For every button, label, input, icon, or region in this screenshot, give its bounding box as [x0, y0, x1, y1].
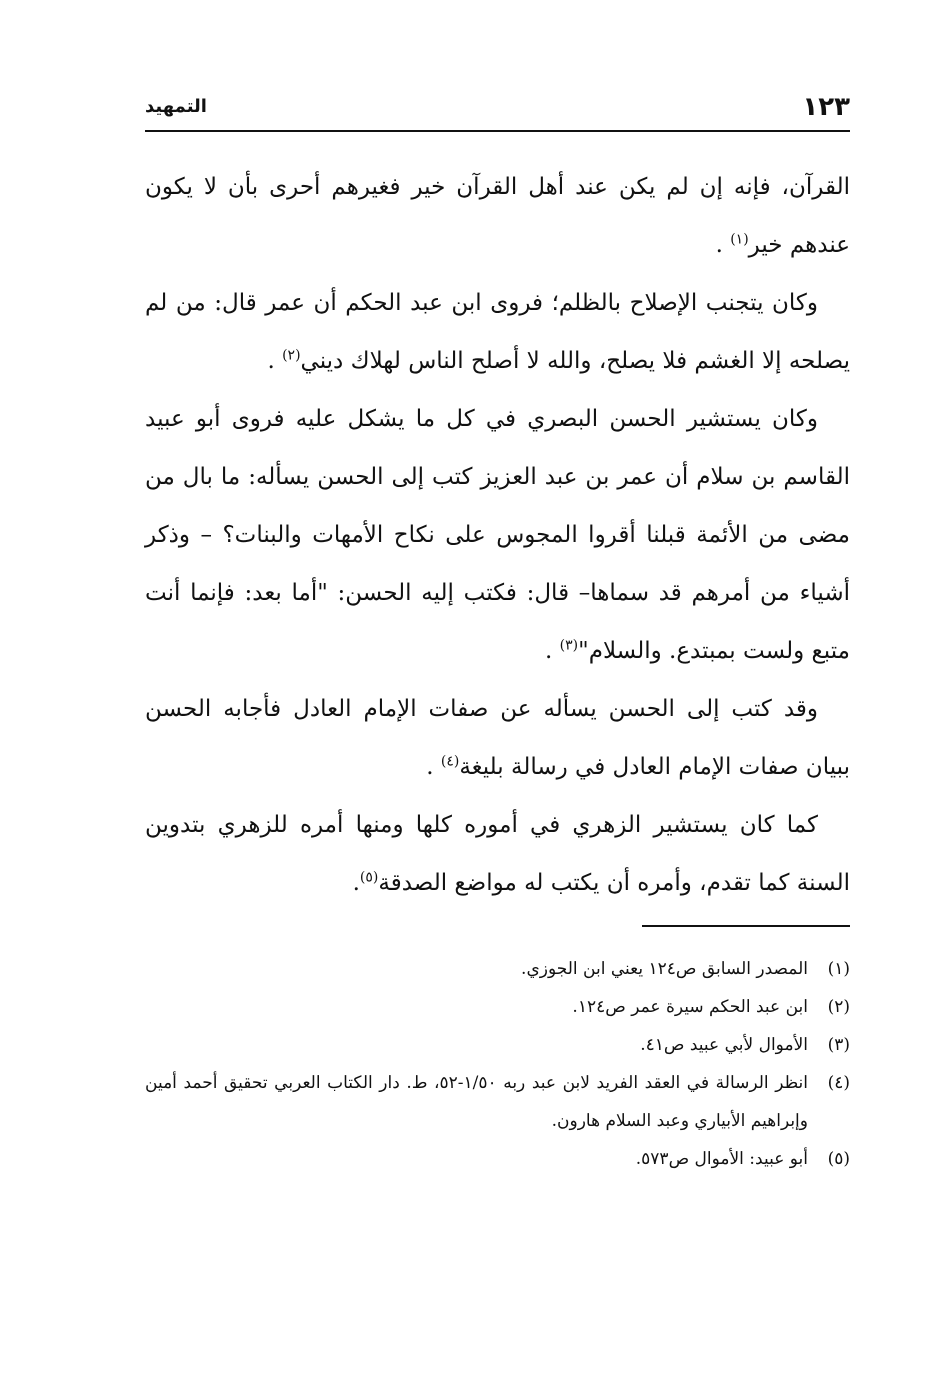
- footnote-number: (٥): [827, 1149, 850, 1169]
- footnote-3: [145, 1026, 850, 1064]
- paragraph-1: [145, 158, 850, 274]
- paragraph-4: [145, 680, 850, 796]
- paragraph-2: [145, 274, 850, 390]
- paragraph-end: .: [352, 870, 360, 896]
- footnote-number: (٤): [827, 1073, 850, 1093]
- footnote-2: [145, 988, 850, 1026]
- running-title: التمهيد: [145, 96, 207, 117]
- paragraph-text: كما كان يستشير الزهري في أموره كلها ومنها أمره للزهري بتدوين السنة كما تقدم، وأمره أن يكتب له مواضع الصدقة: [145, 812, 850, 896]
- footnote-number: (٣): [827, 1035, 850, 1055]
- footnote-text: انظر الرسالة في العقد الفريد لابن عبد ربه ١/٥٠-٥٢، ط. دار الكتاب العربي تحقيق أحمد أمين وإبراهيم الأبياري وعبد السلام هارون.: [145, 1073, 808, 1131]
- header-divider: [145, 130, 850, 132]
- footnote-5: [145, 1140, 850, 1178]
- footnote-ref: (٥): [359, 869, 379, 886]
- paragraph-text: وكان يتجنب الإصلاح بالظلم؛ فروى ابن عبد الحكم أن عمر قال: من لم يصلحه إلا الغشم فلا يصلح، والله لا أصلح الناس لهلاك ديني: [145, 290, 850, 374]
- footnote-ref: (٢): [282, 347, 301, 364]
- main-text: [145, 158, 850, 912]
- page-number: ١٢٣: [802, 92, 850, 122]
- footnote-4: [145, 1064, 850, 1140]
- paragraph-text: وكان يستشير الحسن البصري في كل ما يشكل عليه فروى أبو عبيد القاسم بن سلام أن عمر بن عبد العزيز كتب إلى الحسن يسأله: ما بال من مضى من الأئمة قبلنا أقروا المجوس على نكاح الأمهات والبنات؟ – وذكر أشياء من أمرهم قد سماها– قال: فكتب إليه الحسن: "أما بعد: فإنما أنت متبع ولست بمبتدع. والسلام": [145, 406, 850, 664]
- page-header: [145, 92, 850, 128]
- footnote-1: [145, 950, 850, 988]
- footnote-text: الأموال لأبي عبيد ص٤١.: [640, 1035, 808, 1055]
- footnote-ref: (٤): [440, 753, 460, 770]
- paragraph-end: .: [715, 232, 731, 258]
- paragraph-end: .: [545, 638, 560, 664]
- paragraph-text: القرآن، فإنه إن لم يكن عند أهل القرآن خير فغيرهم أحرى بأن لا يكون عندهم خير: [145, 174, 850, 258]
- paragraph-text: وقد كتب إلى الحسن يسأله عن صفات الإمام العادل فأجابه الحسن ببيان صفات الإمام العادل في رسالة بليغة: [145, 696, 850, 780]
- paragraph-3: [145, 390, 850, 680]
- footnotes: [145, 950, 850, 1178]
- footnote-text: المصدر السابق ص١٢٤ يعني ابن الجوزي.: [521, 959, 808, 979]
- footnote-number: (١): [827, 959, 850, 979]
- footnote-text: أبو عبيد: الأموال ص٥٧٣.: [635, 1149, 808, 1169]
- paragraph-end: .: [426, 754, 441, 780]
- footnote-ref: (٣): [559, 637, 579, 654]
- footnote-ref: (١): [730, 231, 749, 248]
- footnote-text: ابن عبد الحكم سيرة عمر ص١٢٤.: [572, 997, 808, 1017]
- footnote-separator: [642, 925, 850, 927]
- paragraph-5: [145, 796, 850, 912]
- paragraph-end: .: [267, 348, 283, 374]
- footnote-number: (٢): [827, 997, 850, 1017]
